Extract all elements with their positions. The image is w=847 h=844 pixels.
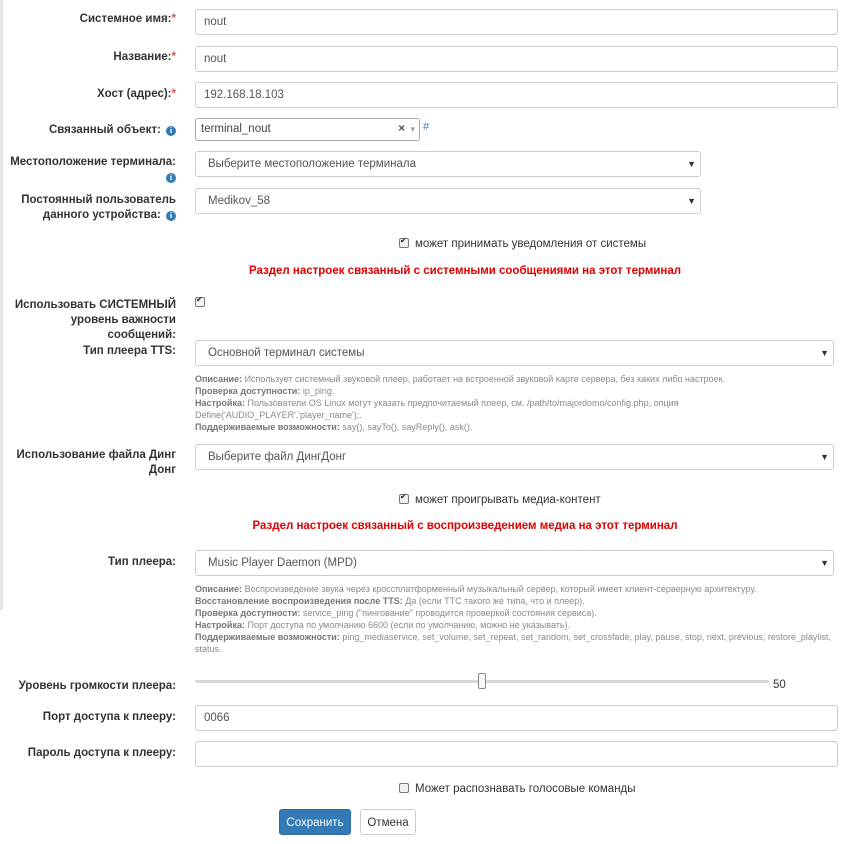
- cancel-button[interactable]: Отмена: [360, 809, 416, 835]
- help-line: Настройка: Пользователи OS Linux могут указать предпочитаемый плеер, см. /path/to/majordomo/config.php, опция: [195, 398, 679, 408]
- password-label: Пароль доступа к плееру:: [27, 747, 176, 759]
- help-line: status.: [195, 644, 222, 654]
- help-line: Проверка доступности: ip_ping.: [195, 386, 335, 396]
- dingdong-label: Использование файла Динг Донг: [16, 449, 176, 476]
- chevron-down-icon[interactable]: ▾: [410, 124, 415, 134]
- caret-down-icon: ▼: [820, 558, 829, 568]
- system-level-checkbox[interactable]: [195, 297, 205, 307]
- password-input[interactable]: [195, 741, 838, 767]
- help-line: Поддерживаемые возможности: say(), sayTo(), sayReply(), ask().: [195, 422, 473, 432]
- help-line: Настройка: Порт доступа по умолчанию 6600 (если по умолчанию, можно не указывать).: [195, 620, 571, 630]
- linked-object-value: terminal_nout: [201, 123, 271, 135]
- voice-commands-row[interactable]: [399, 783, 636, 795]
- caret-down-icon: ▼: [820, 452, 829, 462]
- player-type-label: Тип плеера:: [108, 556, 176, 568]
- media-checkbox[interactable]: [399, 494, 409, 504]
- help-line: Описание: Использует системный звуковой плеер, работает на встроенной звуковой карте сервера, без каких либо настроек.: [195, 374, 726, 384]
- system-level-label: Использовать СИСТЕМНЫЙ уровень важности сообщений:: [14, 299, 176, 341]
- help-line: Define('AUDIO_PLAYER','player_name');.: [195, 410, 362, 420]
- linked-object-label: Связанный объект: i: [49, 123, 176, 138]
- info-icon[interactable]: i: [166, 173, 176, 183]
- volume-slider-thumb[interactable]: [478, 673, 486, 689]
- player-type-value: Music Player Daemon (MPD): [208, 557, 357, 569]
- player-type-select[interactable]: [195, 550, 834, 576]
- volume-slider[interactable]: [195, 680, 769, 683]
- tts-player-value: Основной терминал системы: [208, 347, 365, 359]
- help-line: Проверка доступности: service_ping ("пингование" проводится проверкой состояния сервиса).: [195, 608, 597, 618]
- section-messages-heading: Раздел настроек связанный с системными сообщениями на этот терминал: [248, 265, 682, 277]
- dingdong-value: Выберите файл ДингДонг: [208, 451, 347, 463]
- title-input[interactable]: [195, 46, 838, 72]
- notifications-checkbox[interactable]: [399, 238, 409, 248]
- caret-down-icon: ▼: [820, 348, 829, 358]
- linked-object-link[interactable]: #: [423, 121, 430, 133]
- voice-commands-label: Может распознавать голосовые команды: [415, 783, 636, 795]
- clear-icon[interactable]: ×: [398, 123, 405, 135]
- title-label: Название:*: [113, 51, 176, 63]
- port-label: Порт доступа к плееру:: [42, 711, 176, 723]
- help-line: Описание: Воспроизведение звука через кроссплатформенный музыкальный сервер, который имеет клиент-серверную архитектуру.: [195, 584, 757, 594]
- permanent-user-value: Medikov_58: [208, 195, 271, 207]
- voice-commands-checkbox[interactable]: [399, 783, 409, 793]
- tts-player-select[interactable]: [195, 340, 834, 366]
- notifications-checkbox-row[interactable]: [399, 238, 646, 250]
- permanent-user-label: Постоянный пользователь данного устройства: i: [21, 194, 176, 221]
- tts-player-label: Тип плеера TTS:: [83, 345, 176, 357]
- linked-object-select[interactable]: [195, 118, 420, 141]
- system-name-label: Системное имя:*: [79, 13, 176, 25]
- system-name-input[interactable]: [195, 9, 838, 35]
- caret-down-icon: ▼: [687, 196, 696, 206]
- help-line: Восстановление воспроизведения после TTS: Да (если ТТС такого же типа, что и плеер).: [195, 596, 585, 606]
- tts-player-help: [195, 373, 835, 433]
- permanent-user-select[interactable]: [195, 188, 701, 214]
- info-icon[interactable]: i: [166, 211, 176, 221]
- caret-down-icon: ▼: [687, 159, 696, 169]
- help-line: Поддерживаемые возможности: ping_mediaservice, set_volume, set_repeat, set_random, set_crossfade, play, pause, stop, next, previous, restore_playlist,: [195, 632, 831, 642]
- host-input[interactable]: [195, 82, 838, 108]
- save-button[interactable]: Сохранить: [279, 809, 351, 835]
- media-checkbox-label: может проигрывать медиа-контент: [415, 494, 601, 506]
- location-select[interactable]: [195, 151, 701, 177]
- volume-label: Уровень громкости плеера:: [18, 680, 176, 692]
- location-label: Местоположение терминала: i: [10, 156, 176, 182]
- info-icon[interactable]: i: [166, 126, 176, 136]
- dingdong-select[interactable]: [195, 444, 834, 470]
- player-type-help: [195, 583, 835, 655]
- media-checkbox-row[interactable]: [399, 494, 601, 506]
- section-media-heading: Раздел настроек связанный с воспроизведением медиа на этот терминал: [252, 520, 678, 532]
- port-input[interactable]: [195, 705, 838, 731]
- volume-value: 50: [773, 679, 786, 691]
- notifications-checkbox-label: может принимать уведомления от системы: [415, 238, 647, 250]
- host-label: Хост (адрес):*: [97, 88, 176, 100]
- location-value: Выберите местоположение терминала: [208, 158, 416, 170]
